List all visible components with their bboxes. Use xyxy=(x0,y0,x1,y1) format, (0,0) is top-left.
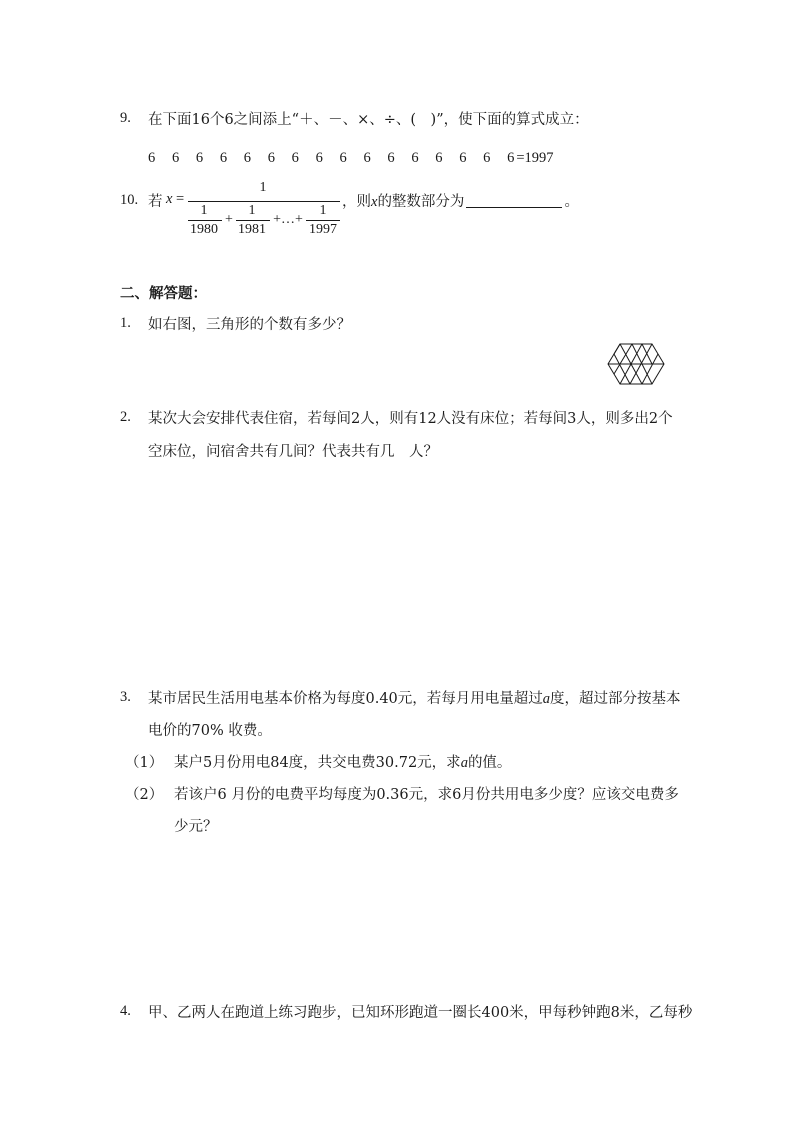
q9-text: 在下面16个6之间添上“＋、－、×、÷、( )”，使下面的算式成立： xyxy=(148,112,589,128)
six-digit: 6 xyxy=(411,150,419,166)
p2-number: 2. xyxy=(120,409,131,425)
p2-line2: 空床位，问宿舍共有几间？代表共有几 人？ xyxy=(148,444,438,460)
p3-line1 xyxy=(148,687,681,708)
six-digit: 6 xyxy=(315,150,323,166)
p3-sub2-line2: 少元？ xyxy=(174,819,218,835)
p1-number: 1. xyxy=(120,315,131,331)
p3-sub1-b: 的值。 xyxy=(467,755,512,771)
triangle-grid-figure xyxy=(606,343,666,385)
six-digit: 6 xyxy=(435,150,443,166)
q10-suffix-a: ，则 xyxy=(342,194,371,210)
frac3-numerator: 1 xyxy=(319,203,327,218)
p3-line1-b: 度，超过部分按基本 xyxy=(550,691,681,707)
six-digit: 6 xyxy=(339,150,347,166)
frac1-numerator: 1 xyxy=(200,203,208,218)
q10-var-x: x xyxy=(166,191,173,207)
six-digit: 6 xyxy=(267,150,275,166)
q10-number: 10. xyxy=(120,192,139,208)
frac3-bar xyxy=(306,220,340,221)
frac2-numerator: 1 xyxy=(248,203,256,218)
six-digit: 6 xyxy=(459,150,467,166)
p3-sub1-text xyxy=(174,751,511,772)
answer-blank[interactable] xyxy=(466,193,562,208)
six-digit: 6 xyxy=(195,150,204,166)
plus-ellipsis-plus: +…+ xyxy=(273,212,303,227)
section-heading: 二、解答题： xyxy=(120,285,207,302)
q10-suffix-b: 的整数部分为 xyxy=(377,194,465,210)
plus-sign: + xyxy=(225,212,233,227)
p3-var-a: a xyxy=(542,691,551,707)
outer-fraction-bar xyxy=(188,201,340,202)
six-digit: 6 xyxy=(243,150,251,166)
p4-line1: 甲、乙两人在跑道上练习跑步，已知环形跑道一圈长400米，甲每秒钟跑8米，乙每秒 xyxy=(148,1005,693,1021)
frac1-denominator: 1980 xyxy=(190,222,218,237)
six-digit: 6 xyxy=(148,150,156,166)
frac2-bar xyxy=(236,220,270,221)
six-digit: 6 xyxy=(483,150,491,166)
six-digit: 6 xyxy=(363,150,371,166)
p3-sub1-var-a: a xyxy=(460,755,468,771)
p2-line1: 某次大会安排代表住宿，若每间2人，则有12人没有床位；若每间3人，则多出2个 xyxy=(148,411,673,427)
q10-var-x-2: x xyxy=(371,194,378,210)
outer-numerator: 1 xyxy=(259,180,267,195)
six-digit: 6 xyxy=(387,150,395,166)
q10-prefix: 若 xyxy=(148,194,163,210)
equals-1997: =1997 xyxy=(516,150,554,166)
p3-number: 3. xyxy=(120,689,131,705)
p3-line1-a: 某市居民生活用电基本价格为每度0.40元，若每月用电量超过 xyxy=(148,691,543,707)
p3-line2: 电价的70% 收费。 xyxy=(148,723,272,739)
frac1-bar xyxy=(188,220,222,221)
six-digit: 6 xyxy=(507,150,515,166)
frac2-denominator: 1981 xyxy=(238,222,266,237)
six-digit: 6 xyxy=(291,150,299,166)
p3-sub2-line1: 若该户6 月份的电费平均每度为0.36元，求6月份共用电多少度？应该交电费多 xyxy=(174,787,679,803)
p3-sub1-a: 某户5月份用电84度，共交电费30.72元，求 xyxy=(174,755,461,771)
q10-end: 。 xyxy=(564,194,579,210)
q10-equals: = xyxy=(176,191,185,207)
q9-sixes-expression xyxy=(148,150,554,167)
p1-text: 如右图，三角形的个数有多少？ xyxy=(148,317,351,333)
p3-sub2-number: （2） xyxy=(125,787,164,803)
frac3-denominator: 1997 xyxy=(309,222,337,237)
six-digit: 6 xyxy=(219,150,228,166)
q9-number: 9. xyxy=(120,110,131,126)
p4-number: 4. xyxy=(120,1003,131,1019)
six-digit: 6 xyxy=(171,150,180,166)
q10-suffix xyxy=(342,190,579,211)
p3-sub1-number: （1） xyxy=(125,755,164,771)
